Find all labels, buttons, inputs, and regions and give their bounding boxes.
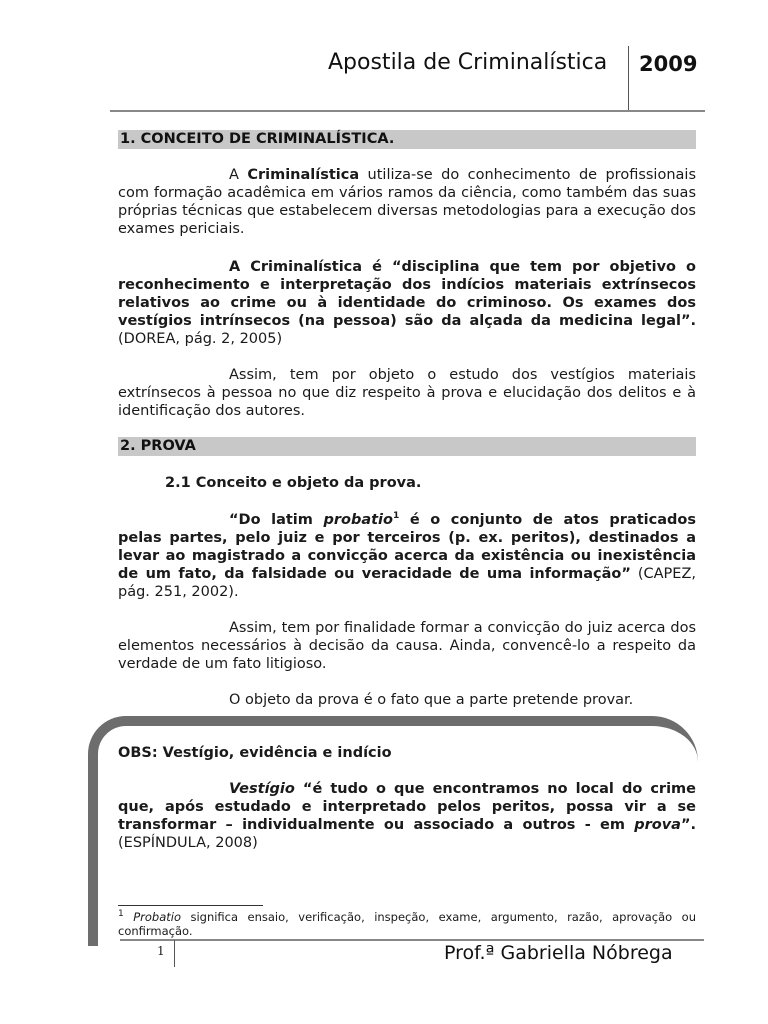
term-prova: prova	[634, 817, 681, 833]
term-probatio: probatio	[323, 512, 393, 528]
footnote-text: significa ensaio, verificação, inspeção, exame, argumento, razão, aprovação ou confirmação.	[118, 910, 696, 938]
footer-divider	[174, 940, 175, 967]
author-name: Prof.ª Gabriella Nóbrega	[444, 942, 673, 964]
paragraph-probatio-quote	[118, 511, 696, 601]
subheading-conceito-prova: 2.1 Conceito e objeto da prova.	[165, 475, 422, 491]
citation-capez: (CAPEZ, pág. 251, 2002).	[118, 566, 696, 600]
obs-title: OBS: Vestígio, evidência e indício	[118, 745, 392, 761]
text-fragment: “Do latim	[229, 512, 324, 528]
text-fragment: A	[229, 167, 248, 183]
text-fragment: ”.	[680, 817, 696, 833]
header-rule	[110, 110, 705, 112]
paragraph-definition-quote	[118, 258, 696, 348]
text-fragment: é o conjunto de atos praticados pelas partes, pelo juiz e por terceiros (p. ex. peritos), destinados a levar ao magistrado a convicção acerca da existência ou inexistência de um fato, da falsidade ou veracidade de uma informação”	[118, 512, 696, 582]
header-divider	[628, 46, 629, 112]
footnote-term: Probatio	[133, 910, 181, 924]
document-title: Apostila de Criminalística	[328, 50, 608, 75]
citation-espindula: (ESPÍNDULA, 2008)	[118, 835, 258, 851]
term-criminalistica: Criminalística	[247, 167, 360, 183]
paragraph-finalidade: Assim, tem por finalidade formar a convicção do juiz acerca dos elementos necessários à decisão da causa. Ainda, convencê-lo a respeito da verdade de um fato litigioso.	[118, 620, 696, 672]
paragraph-objeto-prova: O objeto da prova é o fato que a parte pretende provar.	[229, 692, 634, 708]
text-fragment: “é tudo o que encontramos no local do crime que, após estudado e interpretado pelos peritos, possa vir a se transformar – individualmente ou associado a outros - em	[118, 781, 696, 833]
footnote-ref: 1	[392, 511, 400, 522]
term-vestigio: Vestígio	[229, 781, 295, 797]
text-fragment: utiliza-se do conhecimento de profissionais com formação acadêmica em vários ramos da ciência, como também das suas próprias técnicas que estabelecem diversas metodologias para a execução dos exames periciais.	[118, 167, 696, 237]
section-heading-conceito: 1. CONCEITO DE CRIMINALÍSTICA.	[118, 130, 696, 149]
definition-quote: A Criminalística é “disciplina que tem por objetivo o reconhecimento e interpretação dos indícios materiais extrínsecos relativos ao crime ou à identidade do criminoso. Os exames dos vestígios intrínsecos (na pessoa) são da alçada da medicina legal”.	[118, 259, 696, 329]
footer-rule	[120, 939, 704, 941]
footnote-separator	[118, 905, 263, 906]
page-number: 1	[157, 944, 165, 958]
paragraph-objeto: Assim, tem por objeto o estudo dos vestígios materiais extrínsecos à pessoa no que diz respeito à prova e elucidação dos delitos e à identificação dos autores.	[118, 367, 696, 419]
document-year: 2009	[639, 52, 698, 76]
paragraph-criminalistica-intro	[118, 166, 696, 238]
footnote-mark: 1	[118, 909, 124, 920]
section-heading-prova: 2. PROVA	[118, 437, 696, 456]
footnote	[118, 910, 696, 938]
citation-dorea: (DOREA, pág. 2, 2005)	[118, 331, 283, 347]
paragraph-vestigio	[118, 780, 696, 852]
